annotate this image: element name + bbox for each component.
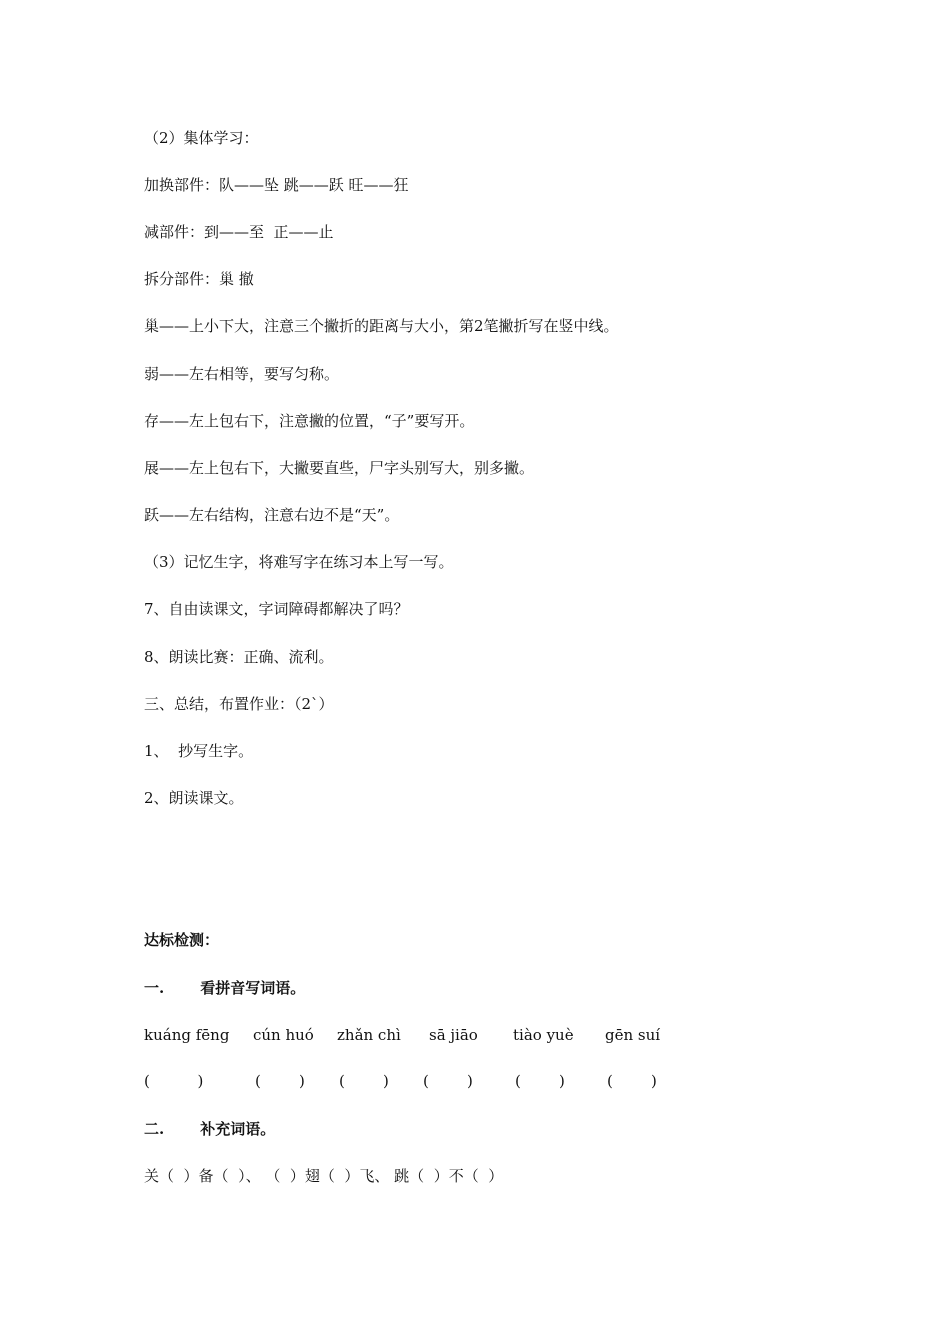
section-2-heading [144,1119,275,1139]
pinyin-row [144,1025,704,1045]
text-line: （3）记忆生字，将难写字在练习本上写一写。 [144,553,454,571]
answer-blanks-row [144,1071,704,1091]
text-line: 7、自由读课文，字词障碍都解决了吗？ [144,600,409,618]
text-line: 拆分部件：巢 撤 [144,270,254,288]
pinyin-item: kuáng fēng [144,1026,230,1044]
answer-blank: ( ) [339,1072,389,1090]
text-line: 弱——左右相等，要写匀称。 [144,365,340,383]
text-line: 加换部件：队——坠 跳——跃 旺——狂 [144,176,409,194]
text-line: 2、朗读课文。 [144,789,244,807]
section-heading-text: 看拼音写词语。 [200,979,306,997]
fill-in-line: 关（ ）备（ ）、 （ ）翅（ ）飞、 跳（ ）不（ ） [144,1167,504,1185]
text-line: （2）集体学习： [144,129,259,147]
text-line: 1、 抄写生字。 [144,742,254,760]
section-1-heading [144,978,305,998]
text-line: 展——左上包右下，大撇要直些，尸字头别写大，别多撇。 [144,459,535,477]
section-number: 一. [144,979,165,997]
pinyin-item: zhǎn chì [337,1026,401,1044]
text-line: 巢——上小下大，注意三个撇折的距离与大小，第2笔撇折写在竖中线。 [144,317,619,335]
text-line: 存——左上包右下，注意撇的位置，“子”要写开。 [144,412,475,430]
text-line: 三、总结，布置作业：（2`） [144,695,334,713]
pinyin-item: gēn suí [605,1026,661,1044]
pinyin-item: tiào yuè [513,1026,574,1044]
pinyin-item: sā jiāo [429,1026,478,1044]
answer-blank: ( ) [423,1072,473,1090]
section-heading-text: 补充词语。 [200,1120,276,1138]
answer-blank: ( ) [515,1072,565,1090]
pinyin-item: cún huó [253,1026,314,1044]
section-number: 二. [144,1120,165,1138]
text-line: 减部件：到——至 正——止 [144,223,334,241]
answer-blank: ( ) [144,1072,204,1090]
answer-blank: ( ) [255,1072,305,1090]
text-line: 8、朗读比赛：正确、流利。 [144,648,334,666]
text-line: 跃——左右结构，注意右边不是“天”。 [144,506,400,524]
test-title: 达标检测： [144,931,220,949]
answer-blank: ( ) [607,1072,657,1090]
